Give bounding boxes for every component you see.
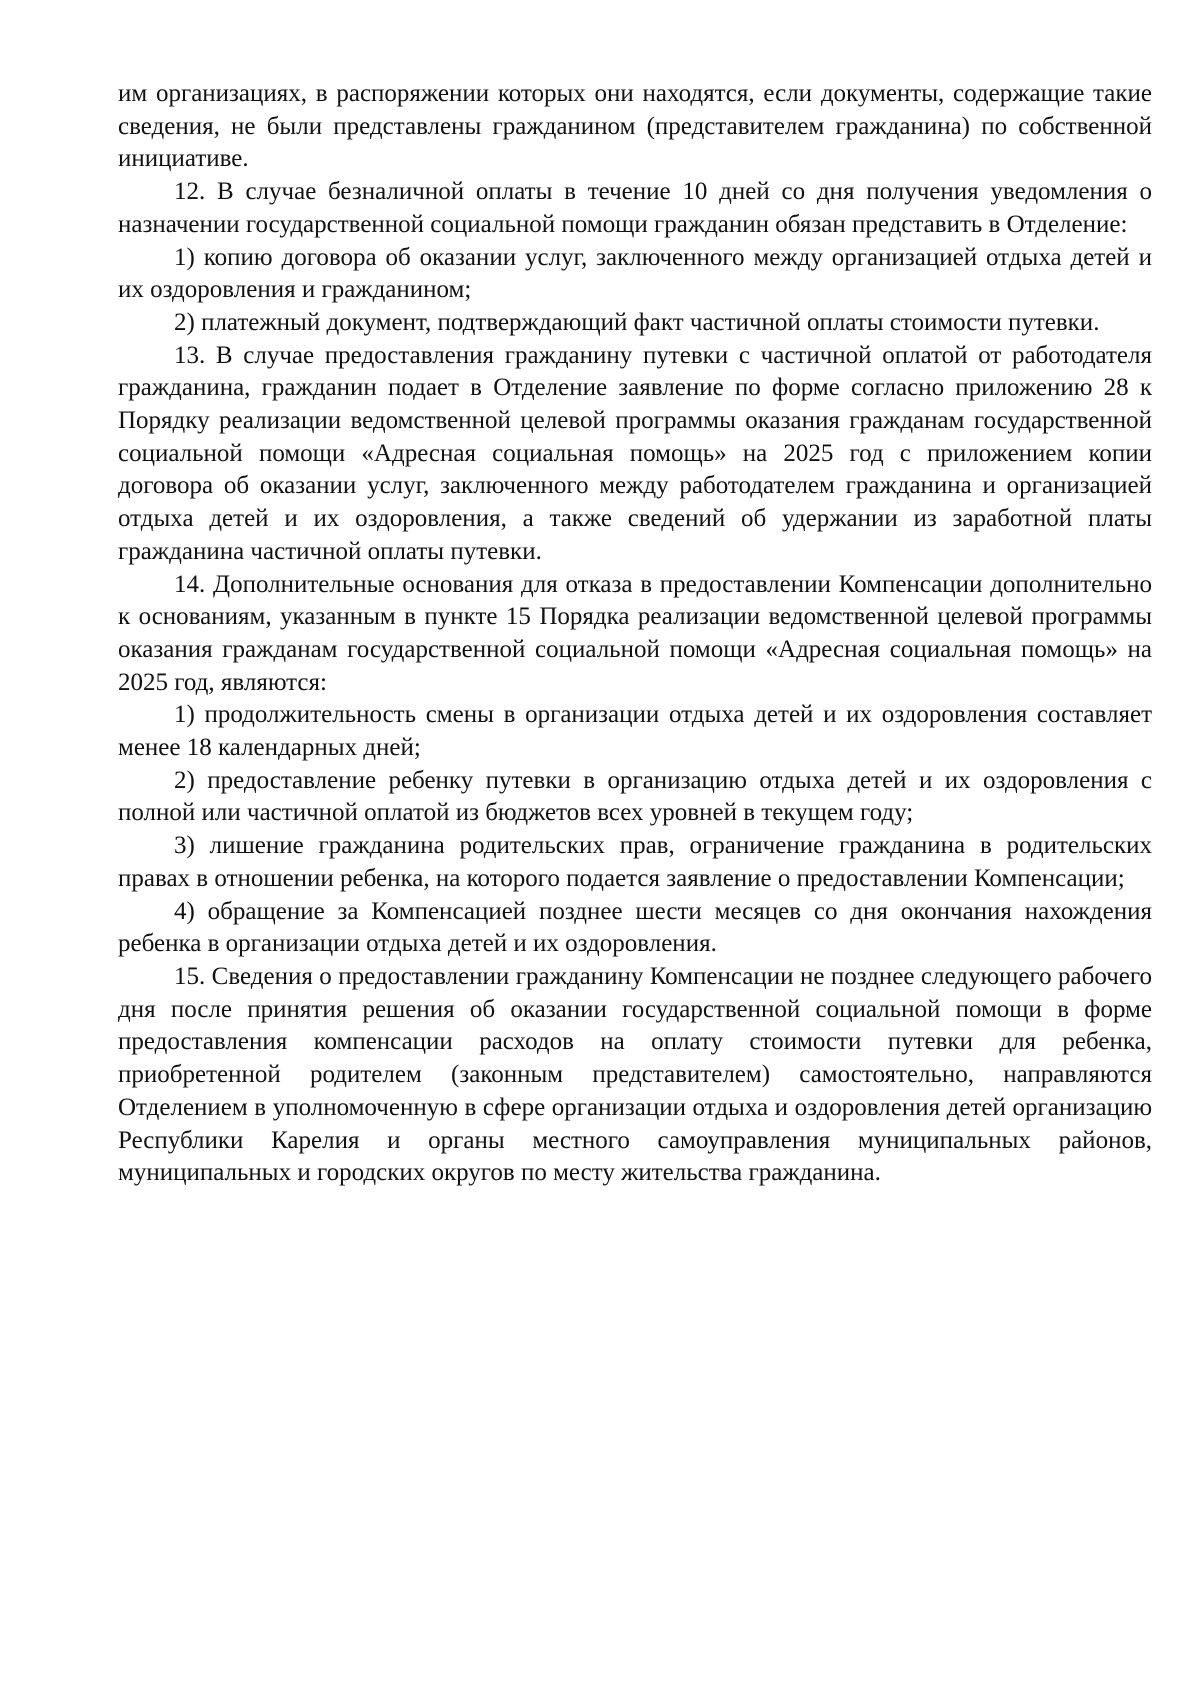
paragraph-item-14-sub-4: 4) обращение за Компенсацией позднее шести месяцев со дня окончания нахождения ребенка в организации отдыха детей и их оздоровления. xyxy=(118,897,1152,958)
document-page xyxy=(118,78,1152,1190)
paragraph-item-12-sub-1: 1) копию договора об оказании услуг, заключенного между организацией отдыха детей и их оздоровления и гражданином; xyxy=(118,243,1152,304)
paragraph-item-13: 13. В случае предоставления гражданину путевки с частичной оплатой от работодателя гражданина, гражданин подает в Отделение заявление по форме согласно приложению 28 к Порядку реализации ведомственной целевой программы оказания гражданам государственной социальной помощи «Адресная социальная помощь» на 2025 год с приложением копии договора об оказании услуг, заключенного между работодателем гражданина и организацией отдыха детей и их оздоровления, а также сведений об удержании из заработной платы гражданина частичной оплаты путевки. xyxy=(118,341,1152,565)
paragraph-item-14-sub-3: 3) лишение гражданина родительских прав, ограничение гражданина в родительских правах в отношении ребенка, на которого подается заявление о предоставлении Компенсации; xyxy=(118,832,1152,892)
paragraph-item-14: 14. Дополнительные основания для отказа в предоставлении Компенсации дополнительно к основаниям, указанным в пункте 15 Порядка реализации ведомственной целевой программы оказания гражданам государственной социальной помощи «Адресная социальная помощь» на 2025 год, являются: xyxy=(118,570,1152,696)
paragraph-item-12-sub-2: 2) платежный документ, подтверждающий факт частичной оплаты стоимости путевки. xyxy=(174,308,1100,336)
paragraph-item-14-sub-2: 2) предоставление ребенку путевки в организацию отдыха детей и их оздоровления с полной или частичной оплатой из бюджетов всех уровней в текущем году; xyxy=(118,766,1152,827)
paragraph-item-14-sub-1: 1) продолжительность смены в организации отдыха детей и их оздоровления составляет менее 18 календарных дней; xyxy=(118,701,1152,762)
paragraph-item-15: 15. Сведения о предоставлении гражданину Компенсации не позднее следующего рабочего дня после принятия решения об оказании государственной социальной помощи в форме предоставления компенсации расходов на оплату стоимости путевки для ребенка, приобретенной родителем (законным представителем) самостоятельно, направляются Отделением в уполномоченную в сфере организации отдыха и оздоровления детей организацию Республики Карелия и органы местного самоуправления муниципальных районов, муниципальных и городских округов по месту жительства гражданина. xyxy=(118,962,1152,1187)
paragraph-continuation: им организациях, в распоряжении которых они находятся, если документы, содержащие такие сведения, не были представлены гражданином (представителем гражданина) по собственной инициативе. xyxy=(118,80,1152,173)
paragraph-item-12: 12. В случае безналичной оплаты в течение 10 дней со дня получения уведомления о назначении государственной социальной помощи гражданин обязан представить в Отделение: xyxy=(118,178,1152,238)
